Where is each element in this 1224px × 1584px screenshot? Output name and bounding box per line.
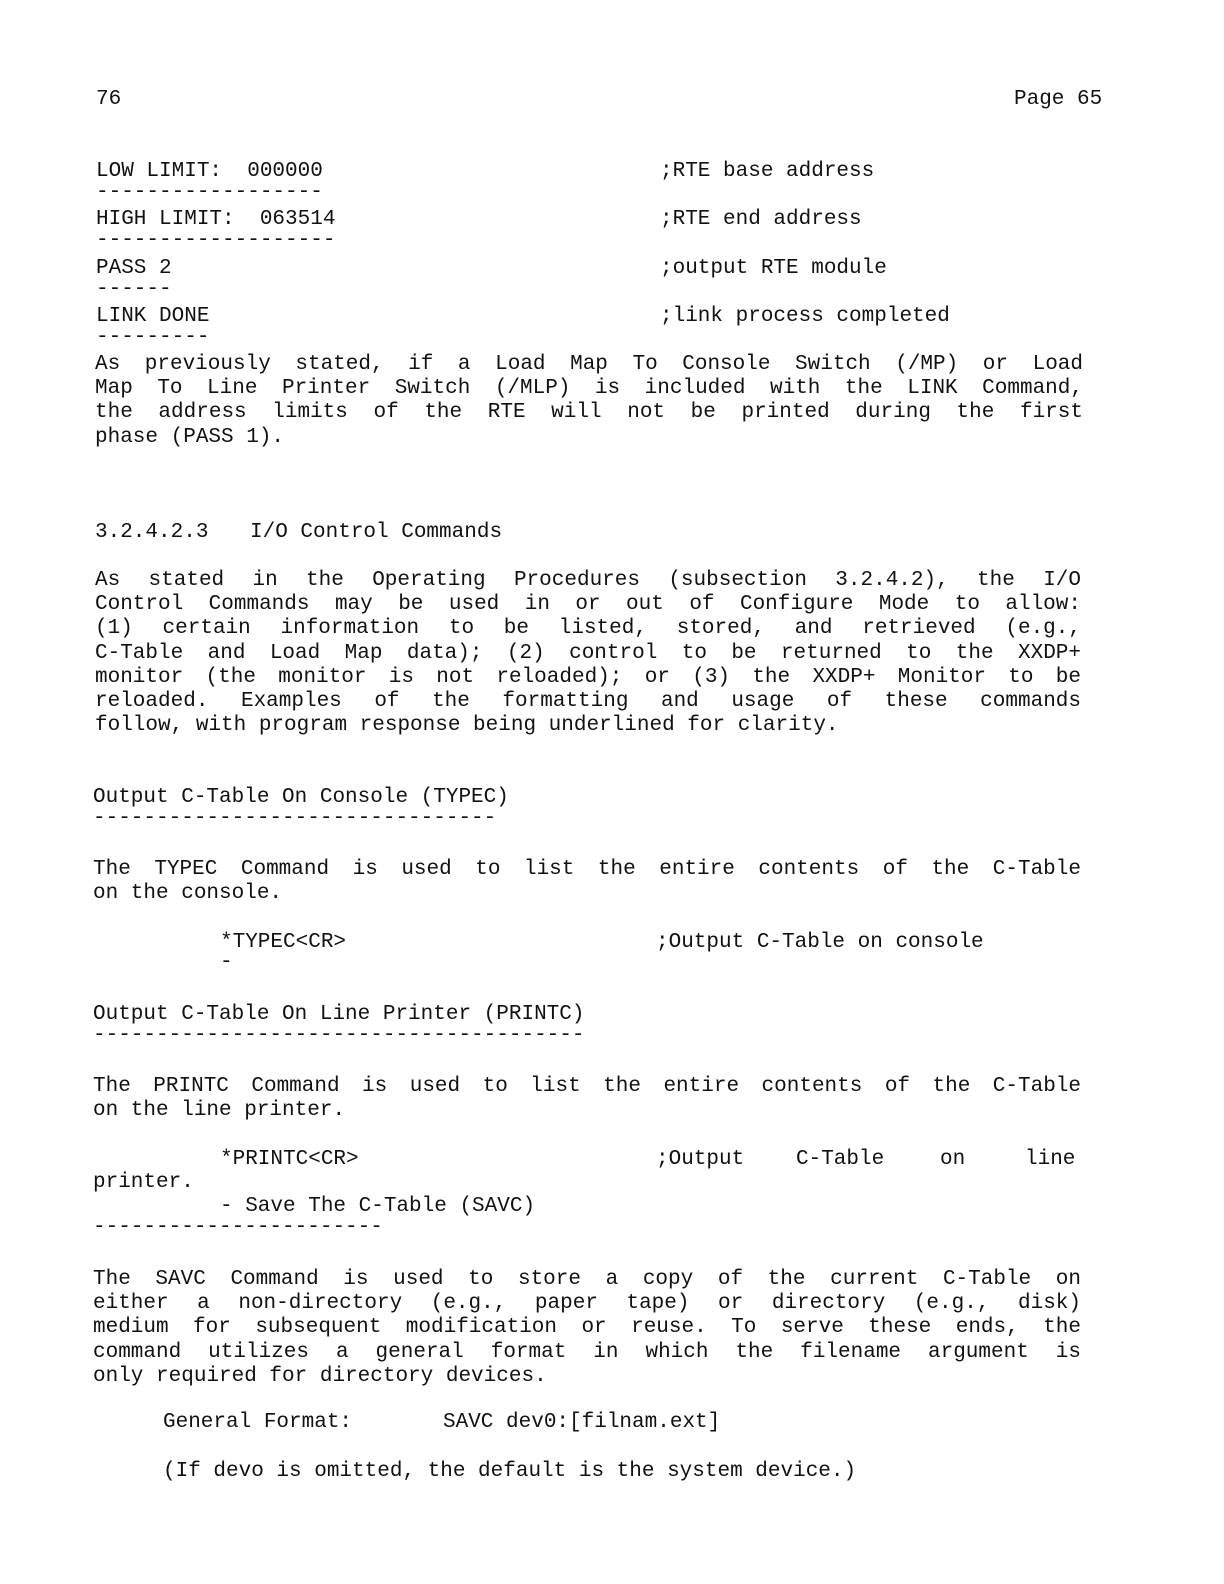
listing-underline: ------ xyxy=(96,278,172,301)
paragraph-line: medium for subsequent modification or reuse. To serve these ends, the xyxy=(93,1316,1081,1340)
paragraph-line: The TYPEC Command is used to list the entire contents of the C-Table xyxy=(93,858,1081,881)
paragraph-line: monitor (the monitor is not reloaded); or (3) the XXDP+ Monitor to be xyxy=(95,665,1081,689)
paragraph-line: C-Table and Load Map data); (2) control to be returned to the XXDP+ xyxy=(95,641,1081,665)
subsection-heading: Output C-Table On Console (TYPEC) xyxy=(93,786,509,809)
paragraph-line: As previously stated, if a Load Map To Console Switch (/MP) or Load xyxy=(95,353,1083,376)
command-comment-word: on xyxy=(940,1148,966,1171)
page-number-right: Page 65 xyxy=(1014,88,1103,111)
paragraph xyxy=(95,353,1083,450)
listing-line: LOW LIMIT: 000000 xyxy=(96,160,323,183)
section-number: 3.2.4.2.3 xyxy=(95,521,209,544)
paragraph xyxy=(95,569,1081,738)
format-label: General Format: xyxy=(163,1411,353,1434)
paragraph-line: As stated in the Operating Procedures (subsection 3.2.4.2), the I/O xyxy=(95,569,1081,592)
paragraph-line: reloaded. Examples of the formatting and usage of these commands xyxy=(95,689,1081,713)
paragraph-line: the address limits of the RTE will not be printed during the first xyxy=(95,401,1083,425)
listing-comment: ;RTE end address xyxy=(660,208,862,231)
listing-underline: ------------------- xyxy=(96,229,336,252)
paragraph-line: The PRINTC Command is used to list the entire contents of the C-Table xyxy=(93,1075,1081,1098)
command-comment-wrap: printer. xyxy=(93,1171,194,1194)
heading-underline: ----------------------- xyxy=(93,1216,383,1239)
paragraph-line: either a non-directory (e.g., paper tape) or directory (e.g., disk) xyxy=(93,1292,1081,1316)
listing-comment: ;output RTE module xyxy=(660,257,887,280)
paragraph-line: (1) certain information to be listed, stored, and retrieved (e.g., xyxy=(95,617,1081,641)
paragraph-line: phase (PASS 1). xyxy=(95,425,285,449)
command-mark: - xyxy=(220,951,233,974)
page-number-left: 76 xyxy=(96,88,122,111)
paragraph-line: follow, with program response being underlined for clarity. xyxy=(95,714,839,738)
paragraph-line: on the line printer. xyxy=(93,1099,346,1123)
paragraph xyxy=(93,1075,1081,1123)
format-value: SAVC dev0:[filnam.ext] xyxy=(443,1411,721,1434)
paragraph-line: Map To Line Printer Switch (/MLP) is included with the LINK Command, xyxy=(95,377,1083,401)
listing-line: PASS 2 xyxy=(96,257,172,280)
command-example: *PRINTC<CR> xyxy=(220,1148,359,1171)
listing-line: HIGH LIMIT: 063514 xyxy=(96,208,336,231)
listing-comment: ;RTE base address xyxy=(660,160,875,183)
listing-line: LINK DONE xyxy=(96,305,210,328)
heading-underline: -------------------------------- xyxy=(93,807,497,830)
listing-comment: ;link process completed xyxy=(660,305,950,328)
paragraph xyxy=(93,858,1081,906)
command-comment-word: ;Output xyxy=(656,1148,745,1171)
paragraph-line: The SAVC Command is used to store a copy of the current C-Table on xyxy=(93,1268,1081,1291)
listing-underline: --------- xyxy=(96,326,210,349)
command-comment-word: line xyxy=(1025,1148,1076,1171)
paragraph-line: Control Commands may be used in or out of Configure Mode to allow: xyxy=(95,593,1081,617)
format-note: (If devo is omitted, the default is the system device.) xyxy=(163,1460,857,1483)
command-comment-word: C-Table xyxy=(796,1148,885,1171)
paragraph-line: command utilizes a general format in which the filename argument is xyxy=(93,1340,1081,1364)
listing-underline: ------------------ xyxy=(96,181,323,204)
command-example: *TYPEC<CR> xyxy=(220,931,347,954)
paragraph-line: only required for directory devices. xyxy=(93,1364,547,1388)
heading-underline: --------------------------------------- xyxy=(93,1024,585,1047)
paragraph xyxy=(93,1268,1081,1389)
subsection-heading: Output C-Table On Line Printer (PRINTC) xyxy=(93,1003,585,1026)
command-comment: ;Output C-Table on console xyxy=(656,931,984,954)
subsection-heading: - Save The C-Table (SAVC) xyxy=(220,1195,536,1218)
paragraph-line: on the console. xyxy=(93,882,283,906)
section-title: I/O Control Commands xyxy=(250,521,503,544)
